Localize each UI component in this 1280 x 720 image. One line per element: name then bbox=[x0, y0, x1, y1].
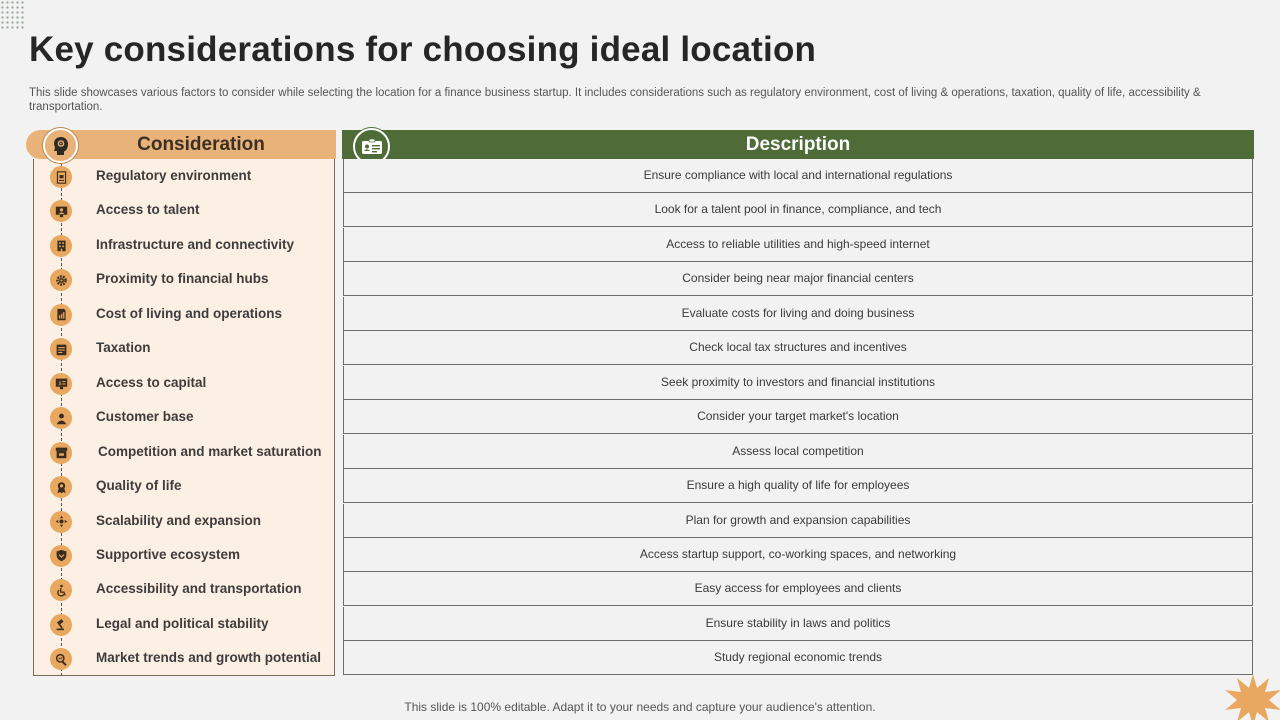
consideration-item bbox=[33, 331, 335, 365]
consideration-item bbox=[33, 504, 335, 538]
consideration-label: Taxation bbox=[96, 340, 151, 356]
description-cell: Consider your target market's location bbox=[343, 400, 1253, 434]
consideration-label: Legal and political stability bbox=[96, 615, 269, 631]
wheelchair-icon bbox=[50, 579, 72, 601]
building-icon bbox=[50, 235, 72, 257]
consideration-item bbox=[33, 366, 335, 400]
document-icon bbox=[50, 166, 72, 188]
description-cell: Access to reliable utilities and high-speed internet bbox=[343, 228, 1253, 262]
consideration-item bbox=[33, 193, 335, 227]
description-header-label: Description bbox=[745, 134, 851, 155]
description-header bbox=[342, 130, 1254, 159]
money-screen-icon bbox=[50, 373, 72, 395]
description-cell: Seek proximity to investors and financial institutions bbox=[343, 366, 1253, 400]
consideration-label: Access to talent bbox=[96, 202, 200, 218]
consideration-item bbox=[33, 297, 335, 331]
tax-sheet-icon bbox=[50, 338, 72, 360]
description-cell: Evaluate costs for living and doing business bbox=[343, 297, 1253, 331]
description-cell: Consider being near major financial centers bbox=[343, 262, 1253, 296]
description-cell: Ensure compliance with local and international regulations bbox=[343, 159, 1253, 193]
head-gear-icon bbox=[43, 128, 78, 163]
svg-text:$: $ bbox=[57, 381, 62, 388]
consideration-item bbox=[33, 572, 335, 606]
description-cell: Check local tax structures and incentives bbox=[343, 331, 1253, 365]
consideration-label: Accessibility and transportation bbox=[96, 581, 302, 597]
consideration-item bbox=[33, 607, 335, 641]
award-icon bbox=[50, 476, 72, 498]
consideration-label: Quality of life bbox=[96, 478, 182, 494]
gavel-icon bbox=[50, 614, 72, 636]
consideration-item bbox=[33, 538, 335, 572]
consideration-label: Regulatory environment bbox=[96, 168, 252, 183]
description-cell: Look for a talent pool in finance, compliance, and tech bbox=[343, 193, 1253, 227]
gear-icon bbox=[50, 269, 72, 291]
description-cell: Assess local competition bbox=[343, 435, 1253, 469]
person-icon bbox=[50, 407, 72, 429]
consideration-item bbox=[33, 228, 335, 262]
description-cell: Access startup support, co-working spaces, and networking bbox=[343, 538, 1253, 572]
consideration-item bbox=[33, 159, 335, 193]
consideration-label: Supportive ecosystem bbox=[96, 546, 241, 562]
expand-icon bbox=[50, 511, 72, 533]
consideration-label: Competition and market saturation bbox=[98, 443, 322, 459]
footer-note: This slide is 100% editable. Adapt it to your needs and capture your audience's attention. bbox=[404, 700, 876, 714]
consideration-label: Proximity to financial hubs bbox=[96, 271, 269, 287]
consideration-label: Infrastructure and connectivity bbox=[96, 236, 295, 252]
description-cell: Study regional economic trends bbox=[343, 641, 1253, 675]
description-cell: Easy access for employees and clients bbox=[343, 572, 1253, 606]
chart-icon bbox=[50, 304, 72, 326]
page-subtitle: This slide showcases various factors to consider while selecting the location for a finance business startup. It includes considerations such as regulatory environment, cost of living & operations, taxation, quality of life, accessibility & transportation. bbox=[29, 87, 1201, 113]
consideration-item bbox=[33, 400, 335, 434]
consideration-header-label: Consideration bbox=[137, 134, 265, 155]
consideration-item bbox=[33, 469, 335, 503]
magnifier-icon bbox=[50, 648, 72, 670]
consideration-item bbox=[33, 435, 335, 469]
description-cell: Ensure a high quality of life for employees bbox=[343, 469, 1253, 503]
starburst-decoration bbox=[1223, 672, 1280, 720]
consideration-label: Access to capital bbox=[96, 374, 207, 390]
shield-icon bbox=[50, 545, 72, 567]
consideration-item bbox=[33, 262, 335, 296]
decorative-dots bbox=[0, 0, 24, 30]
consideration-label: Cost of living and operations bbox=[96, 305, 283, 321]
monitor-user-icon bbox=[50, 200, 72, 222]
store-icon bbox=[50, 442, 72, 464]
description-cell: Plan for growth and expansion capabilities bbox=[343, 504, 1253, 538]
consideration-label: Customer base bbox=[96, 409, 194, 425]
description-cell: Ensure stability in laws and politics bbox=[343, 607, 1253, 641]
consideration-item bbox=[33, 641, 335, 675]
consideration-label: Market trends and growth potential bbox=[96, 650, 322, 666]
consideration-label: Scalability and expansion bbox=[96, 512, 262, 528]
page-title: Key considerations for choosing ideal location bbox=[29, 30, 817, 69]
